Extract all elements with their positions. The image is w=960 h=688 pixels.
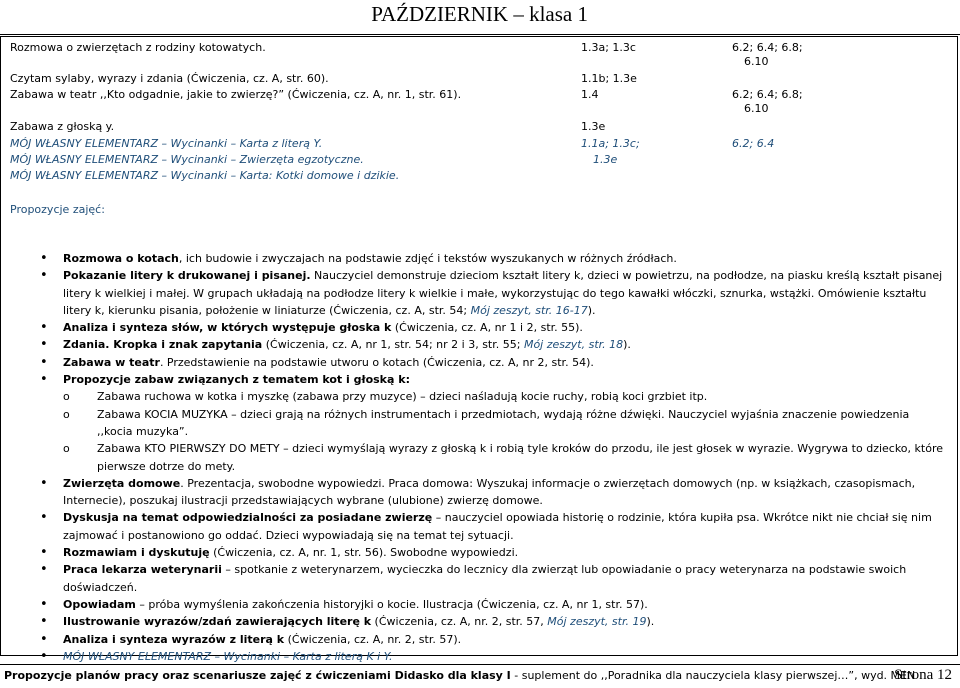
list-item-blue: Mój zeszyt, str. 19 bbox=[547, 615, 647, 629]
list-item-bold: Zabawa w teatr bbox=[63, 355, 160, 369]
list-item bbox=[40, 648, 945, 665]
footer-title: Propozycje planów pracy oraz scenariusze zajęć z ćwiczeniami Didasko dla klasy I bbox=[4, 669, 511, 682]
table-cell: 6.2; 6.4; 6.8; bbox=[732, 88, 803, 101]
section-title: Propozycje zajęć: bbox=[10, 203, 105, 216]
list-item bbox=[40, 613, 945, 630]
table-cell: Rozmowa o zwierzętach z rodziny kotowatych. bbox=[10, 41, 266, 54]
list-item-text: Nauczyciel demonstruje dzieciom kształt litery k, dzieci w powietrzu, na podłodze, na piasku kreślą kształt pisanej litery k wielkiej i małej. W grupach układają na podłodze litery k wielkie i małe, wykorzystując do tego kawałki włóczki, sznurka, wstążki. Omówienie kształtu litery k, kierunku pisania, położenie w liniaturze (Ćwiczenia, cz. A, str. 54; bbox=[63, 269, 943, 317]
list-item-bold: Analiza i synteza słów, w których występuje głoska k bbox=[63, 321, 392, 335]
table-cell: MÓJ WŁASNY ELEMENTARZ – Wycinanki – Zwierzęta egzotyczne. bbox=[10, 153, 364, 166]
list-item-text: – próba wymyślenia zakończenia historyjki o kocie. Ilustracja (Ćwiczenia, cz. A, nr 1, str. 57). bbox=[135, 597, 648, 611]
table-cell: 6.10 bbox=[744, 102, 769, 115]
list-item bbox=[63, 388, 945, 405]
table-cell: 1.4 bbox=[581, 88, 599, 101]
list-item-blue: Mój zeszyt, str. 16-17 bbox=[470, 303, 588, 317]
list-item bbox=[40, 561, 945, 596]
table-cell: MÓJ WŁASNY ELEMENTARZ – Wycinanki – Karta: Kotki domowe i dzikie. bbox=[10, 169, 400, 182]
list-item-bold: Pokazanie litery k drukowanej i pisanej. bbox=[63, 269, 311, 283]
list-item-text: , ich budowie i zwyczajach na podstawie zdjęć i tekstów wyszukanych w różnych źródłach. bbox=[178, 252, 677, 265]
footer-text bbox=[4, 669, 915, 682]
list-item-text: (Ćwiczenia, cz. A, nr 1, str. 54; nr 2 i 3, str. 55; bbox=[262, 338, 524, 352]
header-divider bbox=[0, 34, 960, 35]
list-item-text: . Prezentacja, swobodne wypowiedzi. Praca domowa: Wyszukaj informacje o zwierzętach domowych (np. w książkach, czasopismach, Internecie), poszukaj ilustracji przedstawiających wybrane (ulubione) zwierzę domowe. bbox=[63, 476, 916, 508]
list-item bbox=[40, 319, 945, 336]
table-cell: 6.10 bbox=[744, 55, 769, 68]
list-item bbox=[40, 250, 945, 267]
table-cell: MÓJ WŁASNY ELEMENTARZ – Wycinanki – Karta z literą Y. bbox=[10, 137, 323, 150]
list-item-text: (Ćwiczenia, cz. A, nr. 1, str. 56). Swobodne wypowiedzi. bbox=[209, 546, 519, 560]
list-item bbox=[40, 631, 945, 648]
list-item-tail: ). bbox=[646, 615, 655, 629]
list-item-bold: Zwierzęta domowe bbox=[63, 476, 181, 490]
table-cell: 6.2; 6.4 bbox=[732, 137, 775, 150]
table-cell: 1.3e bbox=[593, 153, 618, 166]
list-item-bold: Praca lekarza weterynarii bbox=[63, 563, 222, 577]
table-cell: 6.2; 6.4; 6.8; bbox=[732, 41, 803, 54]
list-item-bold: Opowiadam bbox=[63, 597, 136, 611]
list-item-blue: MÓJ WŁASNY ELEMENTARZ – Wycinanki – Karta z literą K i Y. bbox=[63, 649, 393, 663]
list-item-text: (Ćwiczenia, cz. A, nr. 2, str. 57). bbox=[284, 632, 462, 646]
table-cell: Zabawa w teatr ,,Kto odgadnie, jakie to zwierzę?” (Ćwiczenia, cz. A, nr. 1, str. 61). bbox=[10, 88, 462, 101]
list-item-bold: Zdania. Kropka i znak zapytania bbox=[63, 338, 263, 352]
list-item-bold: Analiza i synteza wyrazów z literą k bbox=[63, 632, 285, 646]
table-cell: Zabawa z głoską y. bbox=[10, 120, 115, 133]
list-item-text: Zabawa KTO PIERWSZY DO METY – dzieci wymyślają wyrazy z głoską k i robią tyle kroków do przodu, ile jest głosek w wyrazie. Wygrywa to dziecko, które pierwsze dotrze do mety. bbox=[97, 442, 943, 473]
footer-divider bbox=[0, 664, 960, 665]
list-item bbox=[63, 406, 945, 441]
list-item-bold: Dyskusja na temat odpowiedzialności za posiadane zwierzę bbox=[63, 511, 433, 525]
activity-list bbox=[40, 250, 945, 665]
table-cell: 1.1b; 1.3e bbox=[581, 72, 637, 85]
list-item-bold: Ilustrowanie wyrazów/zdań zawierających literę k bbox=[63, 615, 372, 629]
list-item bbox=[40, 544, 945, 561]
page-number: Strona 12 bbox=[894, 667, 952, 683]
list-item-tail: ). bbox=[623, 338, 631, 352]
list-item-text: (Ćwiczenia, cz. A, nr. 2, str. 57, bbox=[371, 615, 548, 629]
list-item bbox=[40, 267, 945, 319]
list-item bbox=[40, 354, 945, 371]
footer-subtitle: - suplement do ,,Poradnika dla nauczyciela klasy pierwszej…”, wyd. MEN bbox=[510, 669, 916, 682]
list-item bbox=[40, 596, 945, 613]
list-item-text: Zabawa KOCIA MUZYKA – dzieci grają na różnych instrumentach i przedmiotach, wydają różne dźwięki. Nauczyciel wyjaśnia znaczenie powiedzenia ,,kocia muzyka”. bbox=[97, 407, 910, 438]
list-item bbox=[63, 440, 945, 475]
page-title: PAŹDZIERNIK – klasa 1 bbox=[371, 2, 588, 26]
table-cell: 1.3a; 1.3c bbox=[581, 41, 636, 54]
table-cell: 1.1a; 1.3c; bbox=[581, 137, 640, 150]
list-item-bold: Rozmawiam i dyskutuję bbox=[63, 546, 210, 560]
list-item bbox=[40, 336, 945, 353]
list-item-blue: Mój zeszyt, str. 18 bbox=[523, 338, 624, 352]
list-item bbox=[40, 371, 945, 388]
list-item bbox=[40, 509, 945, 544]
list-item-bold: Propozycje zabaw związanych z tematem kot i głoską k: bbox=[63, 373, 410, 387]
list-item-tail: ). bbox=[587, 303, 596, 317]
list-item-text: Zabawa ruchowa w kotka i myszkę (zabawa przy muzyce) – dzieci naśladują kocie ruchy, robią koci grzbiet itp. bbox=[97, 390, 708, 404]
table-cell: Czytam sylaby, wyrazy i zdania (Ćwiczenia, cz. A, str. 60). bbox=[10, 72, 329, 85]
list-item-bold: Rozmowa o kotach bbox=[63, 252, 179, 265]
list-item-text: . Przedstawienie na podstawie utworu o kotach (Ćwiczenia, cz. A, nr 2, str. 54). bbox=[159, 355, 594, 369]
list-item-text: – spotkanie z weterynarzem, wycieczka do lecznicy dla zwierząt lub opowiadanie o pracy weterynarza na podstawie swoich doświadczeń. bbox=[63, 563, 907, 594]
list-item-text: (Ćwiczenia, cz. A, nr 1 i 2, str. 55). bbox=[391, 321, 583, 335]
list-item bbox=[40, 475, 945, 510]
list-item-text: – nauczyciel opowiada historię o rodzinie, która kupiła psa. Wkrótce nikt nie chciał się nim zajmować i postanowiono go oddać. Dzieci wypowiadają się na temat tej sytuacji. bbox=[63, 511, 932, 542]
table-cell: 1.3e bbox=[581, 120, 606, 133]
